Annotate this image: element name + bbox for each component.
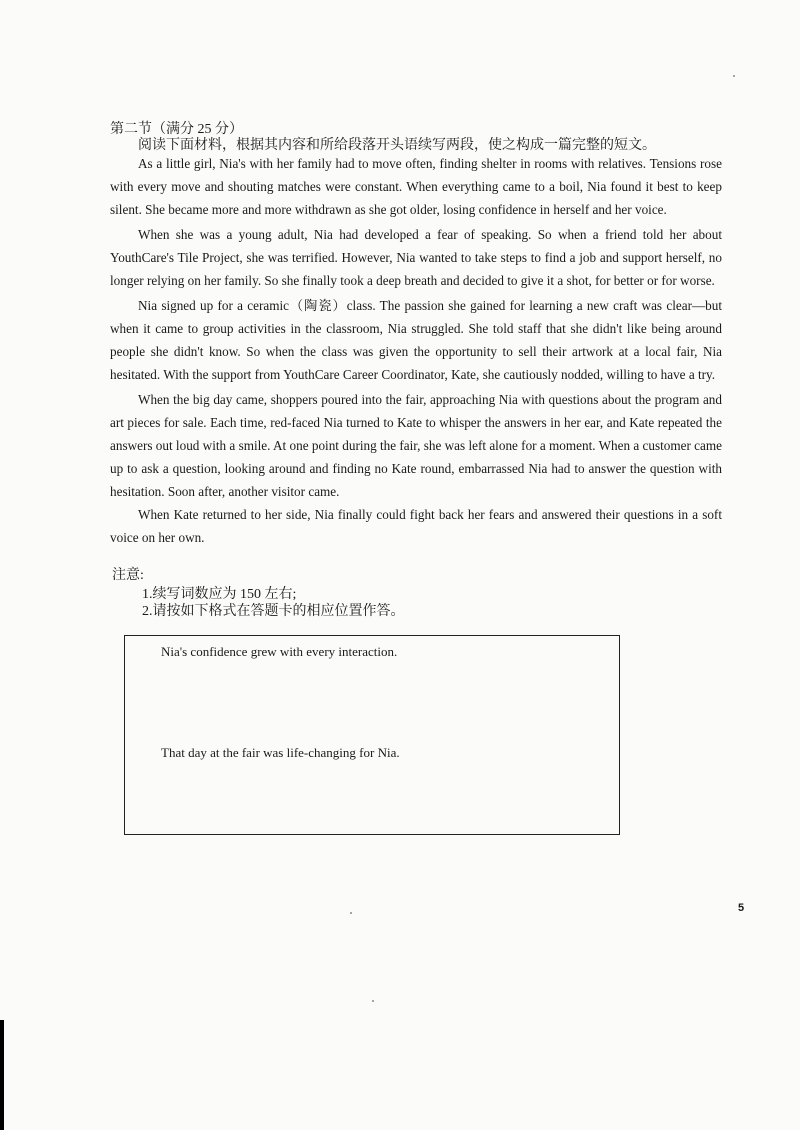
- page-number: 5: [738, 902, 745, 914]
- scan-speck: [350, 912, 352, 914]
- reading-passage: [110, 152, 722, 549]
- task-instruction: 阅读下面材料，根据其内容和所给段落开头语续写两段，使之构成一篇完整的短文。: [138, 138, 656, 153]
- notes-label: 注意:: [112, 568, 144, 583]
- scan-speck: [372, 1000, 374, 1002]
- section-title: 第二节（满分 25 分）: [110, 122, 243, 137]
- note-item-format: 2.请按如下格式在答题卡的相应位置作答。: [142, 604, 405, 619]
- paragraph-starter-1: Nia's confidence grew with every interaction.: [161, 644, 398, 659]
- passage-paragraph-2: When she was a young adult, Nia had developed a fear of speaking. So when a friend told her about YouthCare's Tile Project, she was terrified. However, Nia wanted to take steps to find a job and support herself, no longer relying on her family. So she finally took a deep breath and decided to give it a shot, for better or for worse.: [110, 227, 722, 288]
- passage-paragraph-4: When the big day came, shoppers poured into the fair, approaching Nia with questions about the program and art pieces for sale. Each time, red-faced Nia turned to Kate to whisper the answers in her ear, and Kate repeated the answers out loud with a smile. At one point during the fair, she was left alone for a moment. When a customer came up to ask a question, looking around and finding no Kate round, embarrassed Nia had to answer the question with hesitation. Soon after, another visitor came.: [110, 392, 722, 499]
- note-item-word-count: 1.续写词数应为 150 左右;: [142, 587, 297, 602]
- scan-edge-mark: [0, 1020, 4, 1130]
- passage-paragraph-5: When Kate returned to her side, Nia finally could fight back her fears and answered their questions in a soft voice on her own.: [110, 507, 722, 545]
- passage-paragraph-3: Nia signed up for a ceramic（陶瓷）class. The passion she gained for learning a new craft was clear—but when it came to group activities in the classroom, Nia struggled. She told staff that she didn't like being around people she didn't know. So when the class was given the opportunity to sell their artwork at a local fair, Nia hesitated. With the support from YouthCare Career Coordinator, Kate, she cautiously nodded, willing to have a try.: [110, 298, 722, 382]
- paragraph-starter-2: That day at the fair was life-changing for Nia.: [161, 745, 400, 760]
- answer-box: [124, 635, 620, 835]
- passage-paragraph-1: As a little girl, Nia's with her family had to move often, finding shelter in rooms with relatives. Tensions rose with every move and shouting matches were constant. When everything came to a boil, Nia found it best to keep silent. She became more and more withdrawn as she got older, losing confidence in herself and her voice.: [110, 156, 722, 217]
- scan-speck: [733, 75, 735, 77]
